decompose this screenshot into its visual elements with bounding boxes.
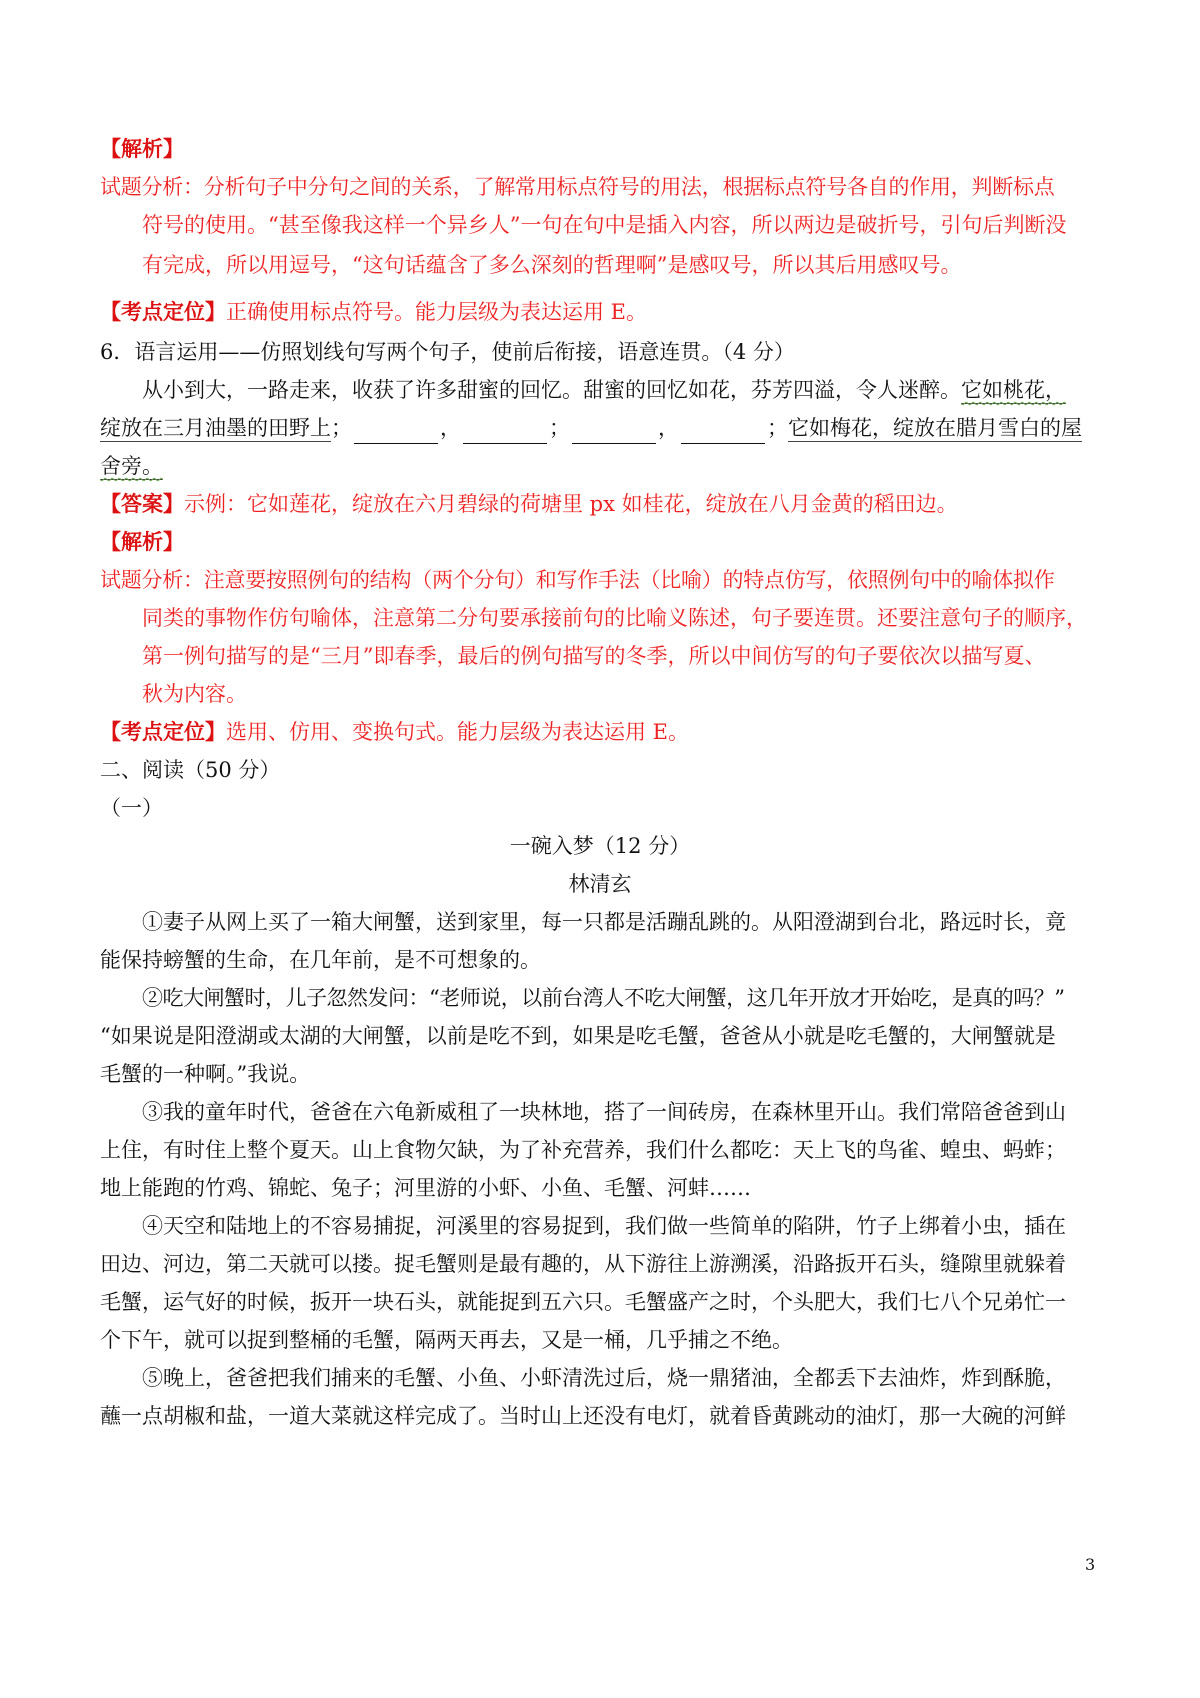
- analysis-line: 符号的使用。“甚至像我这样一个异乡人”一句在句中是插入内容，所以两边是破折号，引句后判断没: [142, 213, 1067, 237]
- article-line: 田边、河边，第二天就可以搂。捉毛蟹则是最有趣的，从下游往上游溯溪，沿路扳开石头，缝隙里就躲着: [100, 1252, 1066, 1276]
- punctuation: ；: [767, 416, 788, 440]
- answer-text: 示例：它如莲花，绽放在六月碧绿的荷塘里 px 如桂花，绽放在八月金黄的稻田边。: [184, 492, 958, 516]
- article-line: 地上能跑的竹鸡、锦蛇、兔子；河里游的小虾、小鱼、毛蟹、河蚌……: [100, 1176, 751, 1200]
- answer-blank[interactable]: [572, 419, 656, 444]
- answer-blank[interactable]: [681, 419, 765, 444]
- analysis-line: 秋为内容。: [142, 682, 247, 706]
- analysis-line: 试题分析：注意要按照例句的结构（两个分句）和写作手法（比喻）的特点仿写，依照例句中的喻体拟作: [100, 568, 1055, 592]
- page-number: 3: [1085, 1555, 1096, 1574]
- analysis-header: 【解析】: [100, 529, 184, 554]
- underlined-example: 舍旁。: [100, 454, 163, 478]
- question-text: 从小到大，一路走来，收获了许多甜蜜的回忆。甜蜜的回忆如花，芬芳四溢，令人迷醉。: [142, 378, 961, 402]
- article-line: 个下午，就可以捉到整桶的毛蟹，隔两天再去，又是一桶，几乎捕之不绝。: [100, 1328, 793, 1352]
- article-line: 毛蟹，运气好的时候，扳开一块石头，就能捉到五六只。毛蟹盛产之时，个头肥大，我们七八个兄弟忙一: [100, 1290, 1066, 1314]
- article-line: ③我的童年时代，爸爸在六龟新威租了一块林地，搭了一间砖房，在森林里开山。我们常陪爸爸到山: [142, 1100, 1066, 1124]
- analysis-line: 同类的事物作仿句喻体，注意第二分句要承接前句的比喻义陈述，句子要连贯。还要注意句子的顺序，: [142, 606, 1087, 630]
- underlined-example: 绽放在三月油墨的田野上: [100, 416, 331, 440]
- key-point-text: 选用、仿用、变换句式。能力层级为表达运用 E。: [226, 720, 690, 744]
- question-paragraph: [142, 375, 1066, 405]
- article-title: 一碗入梦（12 分）: [509, 834, 691, 858]
- key-point-label: 【考点定位】: [100, 299, 226, 324]
- section-title: 二、阅读（50 分）: [100, 758, 281, 782]
- analysis-line: 有完成，所以用逗号，“这句话蕴含了多么深刻的哲理啊”是感叹号，所以其后用感叹号。: [142, 253, 962, 277]
- question-paragraph: [100, 413, 1082, 444]
- punctuation: ；: [549, 416, 570, 440]
- article-line: 毛蟹的一种啊。”我说。: [100, 1062, 311, 1086]
- analysis-header: 【解析】: [100, 136, 184, 161]
- analysis-line: 试题分析：分析句子中分句之间的关系，了解常用标点符号的用法，根据标点符号各自的作用，判断标点: [100, 175, 1055, 199]
- article-line: ①妻子从网上买了一箱大闸蟹，送到家里，每一只都是活蹦乱跳的。从阳澄湖到台北，路远时长，竟: [142, 910, 1066, 934]
- answer-blank[interactable]: [463, 419, 547, 444]
- analysis-line: 第一例句描写的是“三月”即春季，最后的例句描写的冬季，所以中间仿写的句子要依次以描写夏、: [142, 644, 1046, 668]
- question-title: 6．语言运用——仿照划线句写两个句子，使前后衔接，语意连贯。（4 分）: [100, 340, 795, 364]
- question-paragraph: [100, 451, 163, 481]
- answer-blank[interactable]: [354, 419, 438, 444]
- article-line: “如果说是阳澄湖或太湖的大闸蟹，以前是吃不到，如果是吃毛蟹，爸爸从小就是吃毛蟹的，大闸蟹就是: [100, 1024, 1056, 1048]
- article-line: 能保持螃蟹的生命，在几年前，是不可想象的。: [100, 948, 541, 972]
- punctuation: ；: [331, 416, 352, 440]
- article-line: ⑤晚上，爸爸把我们捕来的毛蟹、小鱼、小虾清洗过后，烧一鼎猪油，全都丢下去油炸，炸到酥脆，: [142, 1366, 1066, 1390]
- article-author: 林清玄: [568, 872, 632, 896]
- article-line: ②吃大闸蟹时，儿子忽然发问：“老师说，以前台湾人不吃大闸蟹，这几年开放才开始吃，是真的吗？”: [142, 986, 1065, 1010]
- article-line: 上住，有时住上整个夏天。山上食物欠缺，为了补充营养，我们什么都吃：天上飞的鸟雀、蝗虫、蚂蚱；: [100, 1138, 1066, 1162]
- key-point-row: [100, 717, 689, 747]
- answer-label: 【答案】: [100, 491, 184, 516]
- underlined-example: 它如桃花，: [961, 378, 1066, 402]
- key-point-row: [100, 297, 647, 327]
- article-line: ④天空和陆地上的不容易捕捉，河溪里的容易捉到，我们做一些简单的陷阱，竹子上绑着小虫，插在: [142, 1214, 1066, 1238]
- punctuation: ，: [440, 416, 461, 440]
- answer-row: [100, 489, 958, 519]
- key-point-text: 正确使用标点符号。能力层级为表达运用 E。: [226, 300, 648, 324]
- underlined-example: 它如梅花，绽放在腊月雪白的屋: [788, 416, 1082, 440]
- key-point-label: 【考点定位】: [100, 719, 226, 744]
- section-subtitle: （一）: [100, 796, 163, 820]
- article-line: 蘸一点胡椒和盐，一道大菜就这样完成了。当时山上还没有电灯，就着昏黄跳动的油灯，那一大碗的河鲜: [100, 1404, 1066, 1428]
- punctuation: ，: [658, 416, 679, 440]
